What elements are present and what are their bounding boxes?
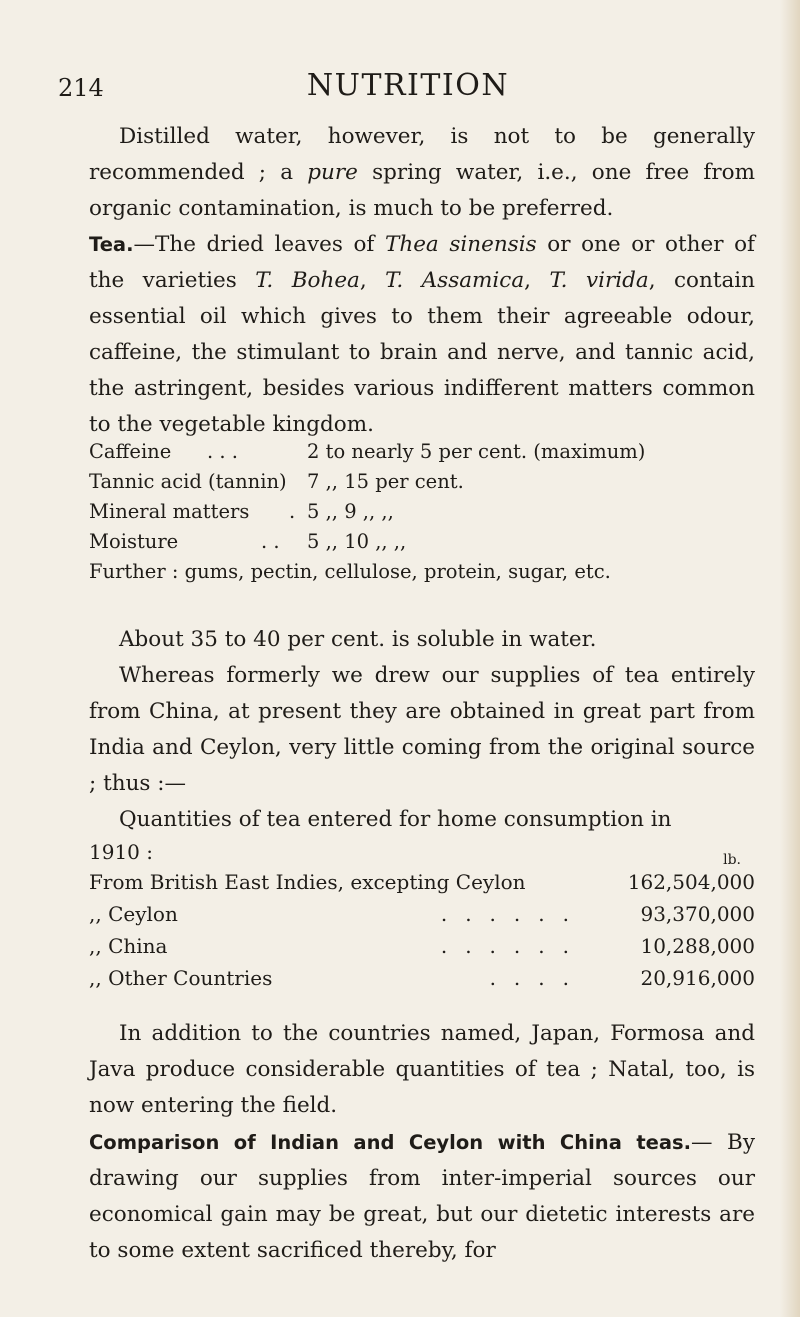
- composition-table: [89, 437, 755, 587]
- quantities-amount: 20,916,000: [640, 966, 755, 990]
- quantities-intro: Quantities of tea entered for home consumption in: [119, 807, 672, 832]
- comparison-section: [89, 1125, 755, 1269]
- quantities-source: ,, Other Countries: [89, 966, 273, 990]
- quantities-row: [89, 898, 755, 930]
- composition-value: 7 ,, 15 per cent.: [307, 470, 464, 493]
- quantities-row: [89, 930, 755, 962]
- composition-value: 5 ,, 9 ,, ,,: [307, 500, 394, 523]
- quantities-unit: lb.: [723, 852, 741, 868]
- tea-paragraph: Tea.—The dried leaves of Thea sinensis or one or other of the varieties T. Bohea, T. Assamica, T. virida, contain essential oil which gives to them their agreeable odour, caffeine, the stimulant to brain and nerve, and tannic acid, the astringent, besides various indifferent matters common to the vegetable kingdom.: [89, 232, 756, 437]
- composition-dots: . .: [261, 530, 280, 553]
- composition-further-row: [89, 557, 755, 587]
- quantities-year-row: [89, 836, 755, 866]
- composition-label: Moisture: [89, 530, 179, 553]
- soluble-paragraph: About 35 to 40 per cent. is soluble in water.: [119, 627, 597, 652]
- tea-text-3: , contain essential oil which gives to them their agreeable odour, caffeine, the stimulant to brain and nerve, and tannic acid, the astringent, besides various indifferent matters common to the vegetable kingdom.: [89, 268, 756, 437]
- tea-text-1: —The dried leaves of: [133, 232, 386, 257]
- comparison-paragraph: [89, 1125, 755, 1269]
- comparison-heading: Comparison of Indian and Ceylon with China teas.: [89, 1131, 692, 1154]
- quantities-intro-block: [89, 802, 755, 838]
- comparison-body: — By drawing our supplies from inter-imperial sources our economical gain may be great, but our dietetic interests are to some extent sacrificed thereby, for: [89, 1130, 756, 1263]
- composition-label: Tannic acid (tannin): [89, 470, 287, 493]
- quantities-source: From British East Indies, excepting Ceylon: [89, 870, 526, 894]
- tea-variety-3: T. virida: [549, 268, 649, 293]
- quantities-source: ,, China: [89, 934, 168, 958]
- supply-paragraph: Whereas formerly we drew our supplies of tea entirely from China, at present they are obtained in great part from India and Ceylon, very little coming from the original source ; thus :—: [89, 663, 755, 796]
- quantities-dots: ......: [440, 902, 587, 926]
- quantities-row: [89, 866, 755, 898]
- quantities-amount: 10,288,000: [640, 934, 755, 958]
- composition-label: Caffeine: [89, 440, 172, 463]
- composition-row: [89, 467, 755, 497]
- quantities-amount: 93,370,000: [640, 902, 755, 926]
- composition-dots: . . .: [207, 440, 238, 463]
- composition-value: 2 to nearly 5 per cent. (maximum): [307, 440, 646, 463]
- page-edge-shadow: [780, 0, 800, 1317]
- tea-variety-2: T. Assamica: [385, 268, 525, 293]
- quantities-amount: 162,504,000: [627, 870, 755, 894]
- tea-variety-1: T. Bohea: [255, 268, 360, 293]
- supply-block: [89, 658, 755, 802]
- composition-row: [89, 527, 755, 557]
- page-number: 214: [58, 74, 104, 102]
- composition-further: Further : gums, pectin, cellulose, protein, sugar, etc.: [89, 560, 611, 583]
- tea-text-2: or one or other of the varieties: [89, 232, 756, 293]
- composition-value: 5 ,, 10 ,, ,,: [307, 530, 407, 553]
- soluble-block: [89, 622, 755, 658]
- addition-paragraph: In addition to the countries named, Japan, Formosa and Java produce considerable quantities of tea ; Natal, too, is now entering the field.: [89, 1021, 755, 1118]
- quantities-year: 1910 :: [89, 840, 153, 864]
- composition-row: [89, 437, 755, 467]
- quantities-dots: ....: [489, 966, 587, 990]
- composition-row: [89, 497, 755, 527]
- intro-emphasis: pure: [307, 160, 358, 185]
- tea-heading: Tea.: [89, 233, 134, 256]
- quantities-dots: ......: [440, 934, 587, 958]
- intro-paragraph: Distilled water, however, is not to be generally recommended ; a pure spring water, i.e., one free from organic contamination, is much to be preferred.: [89, 124, 755, 221]
- page-header: [58, 68, 758, 112]
- quantities-row: [89, 962, 755, 994]
- quantities-table: [89, 836, 755, 994]
- composition-dots: .: [289, 500, 296, 523]
- intro-paragraph-block: [89, 119, 755, 227]
- tea-section: [89, 227, 755, 443]
- quantities-source: ,, Ceylon: [89, 902, 178, 926]
- composition-label: Mineral matters: [89, 500, 250, 523]
- tea-species: Thea sinensis: [385, 232, 537, 257]
- addition-block: [89, 1016, 755, 1124]
- running-title: NUTRITION: [306, 68, 510, 103]
